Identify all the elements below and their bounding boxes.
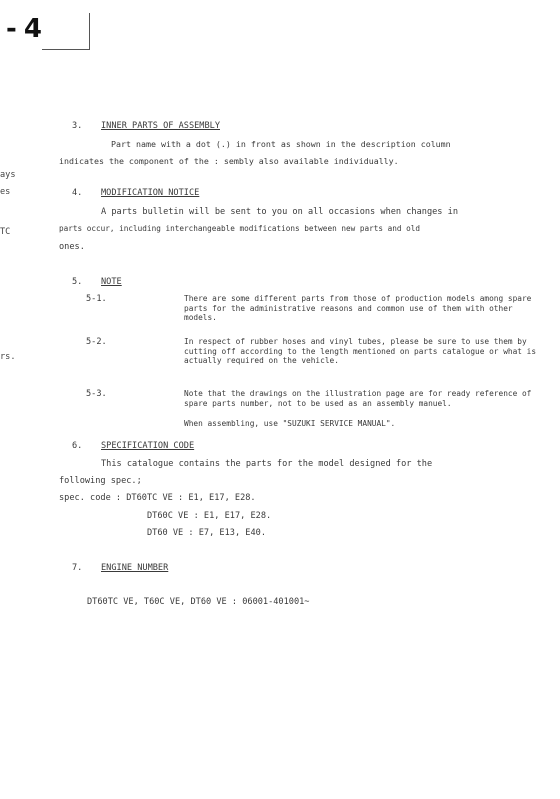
section-3-title: INNER PARTS OF ASSEMBLY: [101, 121, 220, 131]
note-text: In respect of rubber hoses and vinyl tubes, please be sure to use them by cutting off according to the length mentioned on parts catalogue or what is actually required on the vehicle.: [184, 337, 537, 366]
margin-fragment: es: [0, 187, 11, 197]
note-text-extra: When assembling, use "SUZUKI SERVICE MANUAL".: [184, 419, 396, 428]
section-4-number: 4.: [72, 188, 83, 198]
section-4-line: ones.: [59, 242, 85, 252]
section-3-line: indicates the component of the : sembly also available individually.: [59, 156, 399, 166]
section-6-number: 6.: [72, 441, 83, 451]
engine-number-line: DT60TC VE, T60C VE, DT60 VE : 06001-401001~: [87, 597, 310, 607]
note-text: There are some different parts from those of production models among spare parts for the administrative reasons and common use of them with other models.: [184, 294, 532, 323]
section-4-title: MODIFICATION NOTICE: [101, 188, 200, 198]
section-5-number: 5.: [72, 277, 83, 287]
margin-fragment: ays: [0, 170, 16, 180]
section-6-line: This catalogue contains the parts for the model designed for the: [101, 459, 433, 469]
corner-mark-vertical: [89, 13, 90, 49]
spec-code-line: spec. code : DT60TC VE : E1, E17, E28.: [59, 493, 256, 503]
section-7-number: 7.: [72, 563, 83, 573]
section-4-line: parts occur, including interchangeable modifications between new parts and old: [59, 224, 421, 233]
section-3-line: Part name with a dot (.) in front as shown in the description column: [111, 139, 451, 149]
page-number: - 4: [6, 14, 41, 44]
note-number: 5-3.: [86, 389, 107, 399]
spec-code-line: DT60C VE : E1, E17, E28.: [147, 511, 272, 521]
margin-fragment: TC: [0, 227, 11, 237]
section-6-line: following spec.;: [59, 476, 142, 486]
section-7-title: ENGINE NUMBER: [101, 563, 169, 573]
section-3-number: 3.: [72, 121, 83, 131]
section-6-title: SPECIFICATION CODE: [101, 441, 195, 451]
note-text: Note that the drawings on the illustration page are for ready reference of spare parts number, not to be used as an assembly manuel.: [184, 389, 532, 408]
section-5-title: NOTE: [101, 277, 122, 287]
margin-fragment: rs.: [0, 352, 16, 362]
spec-code-line: DT60 VE : E7, E13, E40.: [147, 528, 266, 538]
note-number: 5-1.: [86, 294, 107, 304]
section-4-line: A parts bulletin will be sent to you on all occasions when changes in: [101, 207, 458, 217]
corner-mark-horizontal: [42, 49, 90, 50]
note-number: 5-2.: [86, 337, 107, 347]
